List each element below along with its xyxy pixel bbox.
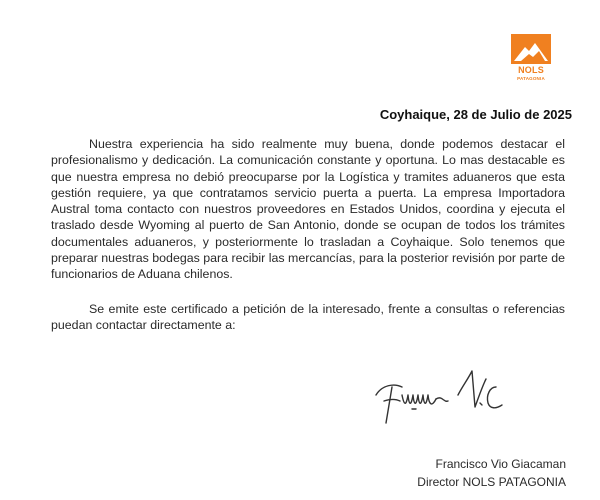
logo-brand: NOLS [518, 65, 544, 75]
body-paragraph-1: Nuestra experiencia ha sido realmente muy buena, donde podemos destacar el profesionalismo y dedicación. La comunicación constante y oportuna. Lo mas destacable es que nuestra empresa no debió preocuparse por la Logística y tramites aduaneros que esta gestión requiere, ya que contratamos servicio puerta a puerta. La empresa Importadora Austral toma contacto con nuestros proveedores en Estados Unidos, coordina y ejecuta el traslado desde Wyoming al puerto de San Antonio, donde se ocupan de todos los trámites documentales aduaneros, y posteriormente lo trasladan a Coyhaique. Solo tenemos que preparar nuestras bodegas para recibir las mercancías, para la posterior revisión por parte de funcionarios de Aduana chilenos. [51, 137, 565, 282]
signatory-title: Director NOLS PATAGONIA [417, 475, 566, 489]
body-paragraph-2: Se emite este certificado a petición de la interesado, frente a consultas o referencias puedan contactar directamente a: [51, 302, 565, 333]
logo-subtitle: PATAGONIA [517, 76, 545, 81]
signatory-name: Francisco Vio Giacaman [435, 457, 566, 471]
handwritten-signature [372, 365, 517, 427]
date-line: Coyhaique, 28 de Julio de 2025 [379, 107, 572, 122]
